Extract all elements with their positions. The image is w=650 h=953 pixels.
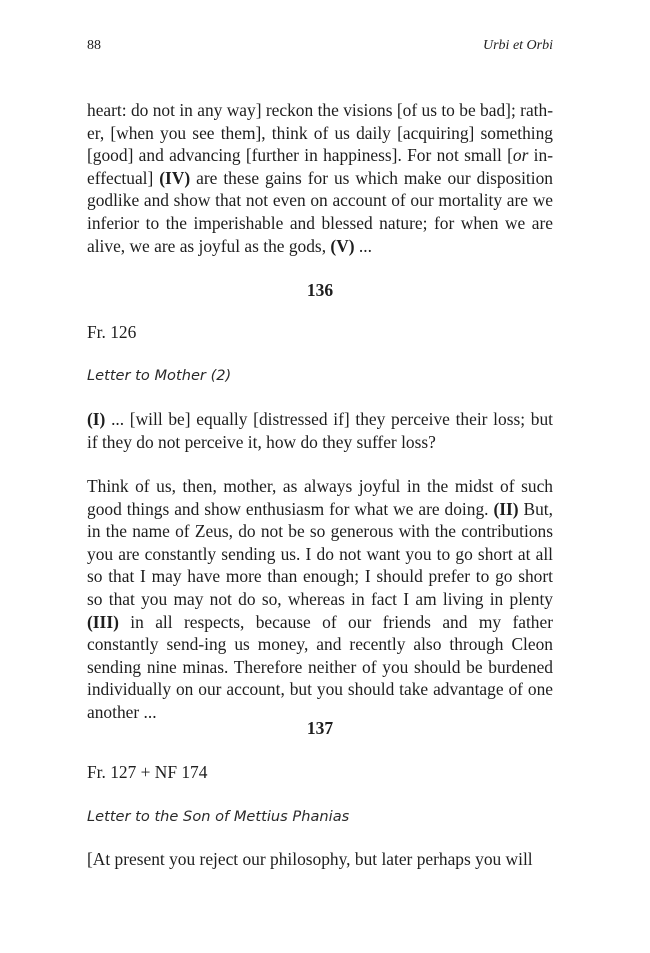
text-run: Think of us, then, mother, as always joyful in the midst of such good things and show enthusiasm for what we are doing. [87, 476, 553, 519]
section-marker: (IV) [159, 167, 191, 188]
paragraph [87, 848, 553, 871]
section-number-136: 136 [306, 280, 334, 300]
section-marker: (II) [493, 498, 519, 519]
running-title: Urbi et Orbi [483, 38, 553, 53]
text-run: are these gains for us which make our disposition godlike and show that not even on account of our mortality are we inferior to the imperishable and blessed nature; for when we are alive, we are as joyful as the gods, [87, 167, 553, 256]
paragraph [87, 475, 553, 724]
letter-title: Letter to Mother (2) [87, 367, 232, 384]
text-run: ... [will be] equally [distressed if] they perceive their loss; but if they do not perceive it, how do they suffer loss? [87, 409, 553, 452]
text-run: heart: do not in any way] reckon the visions [of us to be bad]; rath-er, [when you see them], think of us daily [acquiring] something [good] and advancing [further in happiness]. For not small [ [87, 100, 553, 166]
running-head [87, 38, 553, 54]
page-number: 88 [87, 38, 101, 53]
paragraph [87, 408, 553, 453]
fragment-reference: Fr. 127 + NF 174 [87, 762, 208, 782]
text-run: in all respects, because of our friends and my father constantly send-ing us money, and recently also through Cleon sending nine minas. Therefore neither of you should be burdened individually on our account, but you should take advantage of one another ... [87, 611, 553, 722]
section-marker: (V) [330, 235, 355, 256]
paragraph-135-tail [87, 99, 553, 257]
section-marker: (III) [87, 611, 119, 632]
italic-word: or [512, 145, 529, 166]
fragment-reference: Fr. 126 [87, 322, 137, 342]
section-marker: (I) [87, 409, 106, 429]
text-run: ... [354, 235, 372, 256]
text-run: [At present you reject our philosophy, but later perhaps you will [87, 849, 533, 869]
text-run: in-effectual] [87, 145, 553, 188]
text-run: But, in the name of Zeus, do not be so generous with the contributions you are constantly sending us. I do not want you to go short at all so that I may have more than enough; I should prefer to go short so that you may not do so, whereas in fact I am living in plenty [87, 498, 553, 609]
section-number-137: 137 [306, 718, 334, 738]
letter-title: Letter to the Son of Mettius Phanias [87, 808, 350, 825]
